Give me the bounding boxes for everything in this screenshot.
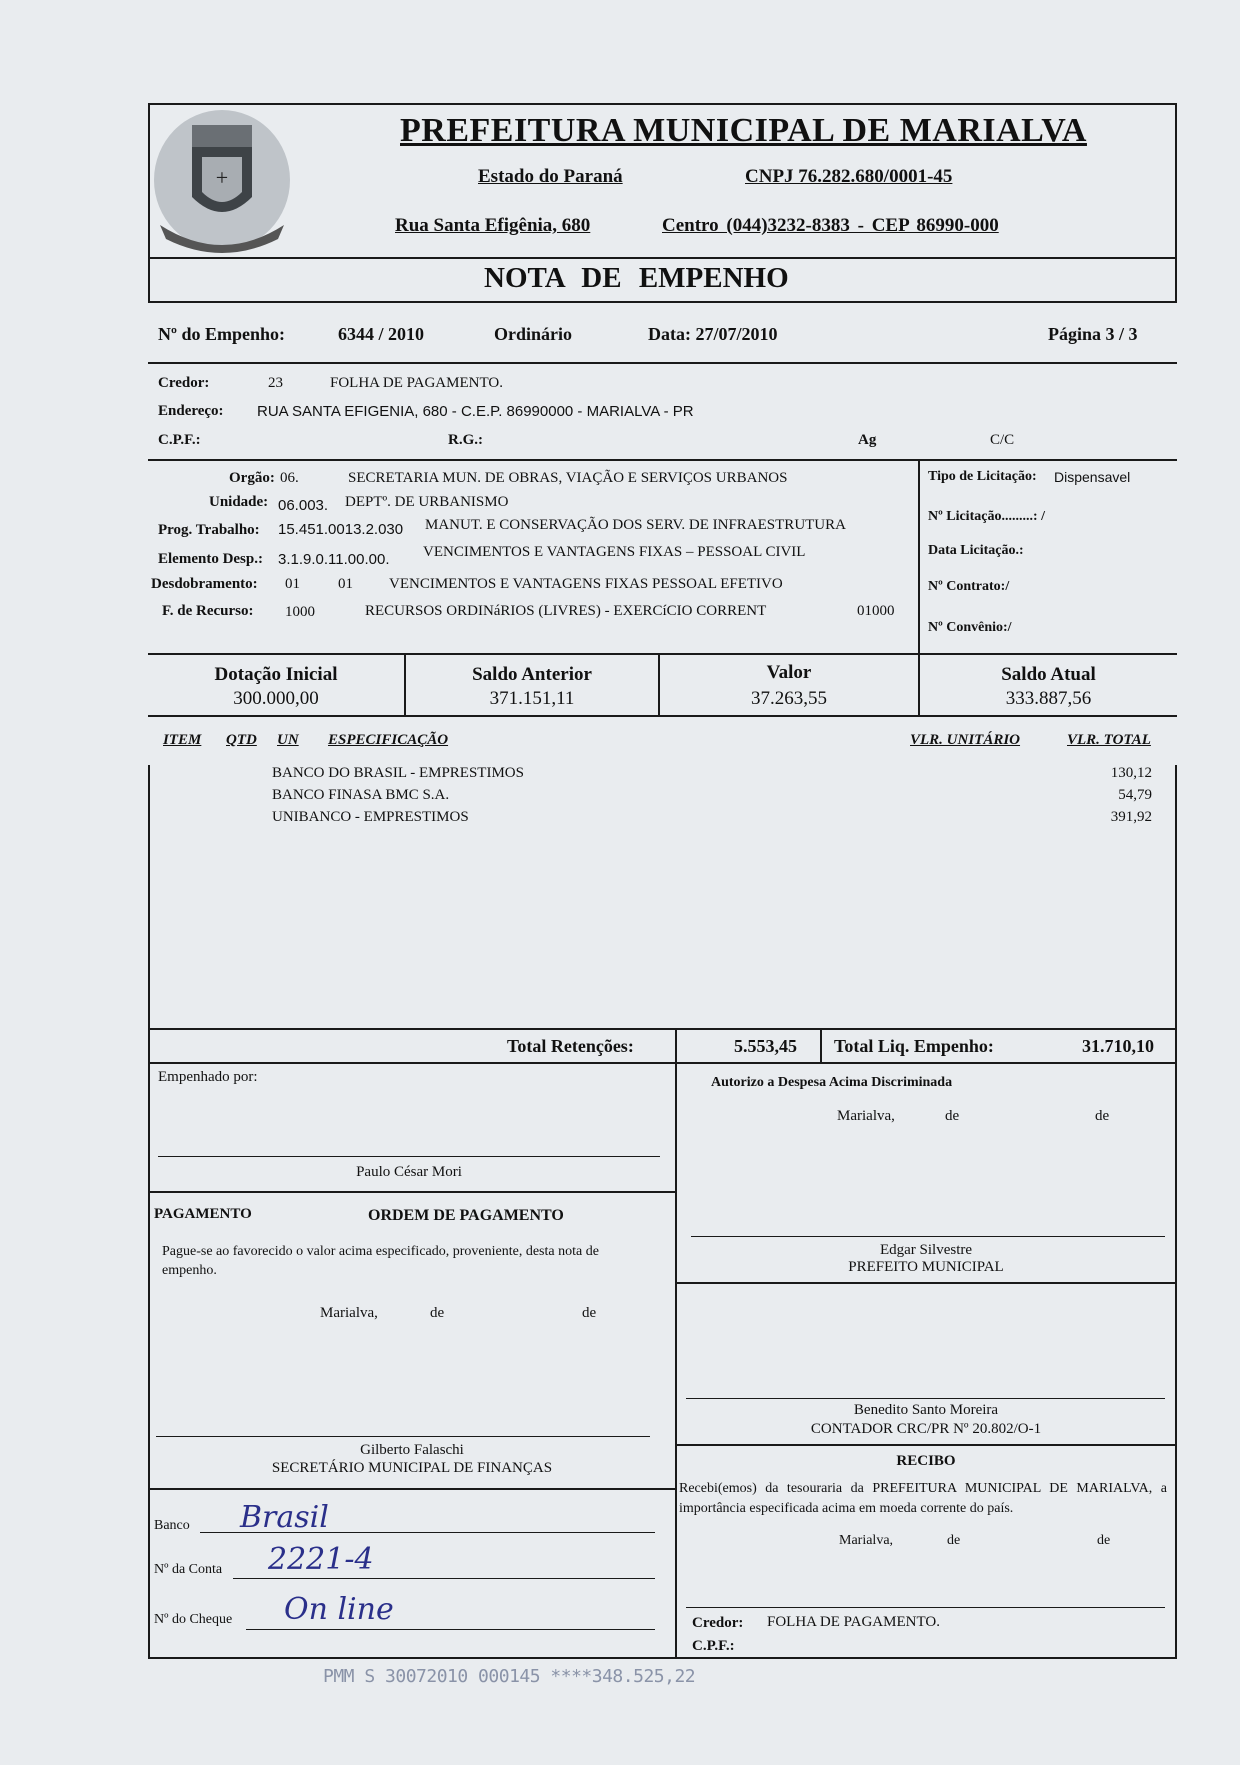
desdobramento-b: 01 (338, 576, 353, 592)
page-number: Página 3 / 3 (1048, 324, 1138, 344)
empenhado-name: Paulo César Mori (356, 1164, 462, 1180)
elemento-label: Elemento Desp.: (158, 551, 263, 567)
items-left-border (148, 765, 150, 1030)
numero-licitacao: Nº Licitação.........: / (928, 509, 1045, 524)
recurso-code: 1000 (285, 604, 315, 620)
header-state: Estado do Paraná (478, 166, 623, 187)
place-label: Marialva, (837, 1108, 895, 1124)
contador-name: Benedito Santo Moreira (853, 1402, 999, 1418)
numero-contrato: Nº Contrato:/ (928, 579, 1010, 594)
footer-stamp: PMM S 30072010 000145 ****348.525,22 (323, 1666, 696, 1687)
header-title: PREFEITURA MUNICIPAL DE MARIALVA (400, 112, 1087, 149)
cheque-line (246, 1629, 655, 1630)
ordem-pagamento-label: ORDEM DE PAGAMENTO (368, 1207, 564, 1224)
header-address: Rua Santa Efigênia, 680 (395, 215, 591, 236)
endereco: RUA SANTA EFIGENIA, 680 - C.E.P. 86990000 - MARIALVA - PR (257, 403, 694, 420)
date-de-2: de (1097, 1533, 1111, 1548)
credor-code: 23 (268, 375, 283, 391)
col-vlr-total: VLR. TOTAL (1067, 732, 1151, 748)
cheque-value: On line (284, 1592, 394, 1627)
prog: MANUT. E CONSERVAÇÃO DOS SERV. DE INFRAESTRUTURA (425, 517, 846, 533)
recibo-credor-label: Credor: (692, 1615, 744, 1631)
recurso: RECURSOS ORDINáRIOS (LIVRES) - EXERCíCIO CORRENT (365, 603, 767, 619)
signature-line (156, 1436, 650, 1437)
empenho-type: Ordinário (494, 324, 573, 344)
item-total: 391,92 (1110, 809, 1152, 825)
date-de-1: de (945, 1108, 960, 1124)
cheque-label: Nº do Cheque (154, 1612, 233, 1627)
banco-value: Brasil (240, 1500, 329, 1535)
list-item (272, 809, 1168, 833)
prefeito-role: PREFEITO MUNICIPAL (848, 1259, 1004, 1275)
divider (148, 1062, 1177, 1064)
empenhado-label: Empenhado por: (158, 1069, 258, 1085)
dotacao-value: 300.000,00 (233, 688, 319, 709)
item-description: BANCO FINASA BMC S.A. (272, 787, 450, 803)
empenho-date: Data: 27/07/2010 (648, 324, 778, 344)
vertical-divider (820, 1028, 822, 1064)
dotacao-label: Dotação Inicial (214, 664, 338, 685)
numero-convenio: Nº Convênio:/ (928, 620, 1012, 635)
pagamento-label: PAGAMENTO (154, 1206, 252, 1222)
orgao: SECRETARIA MUN. DE OBRAS, VIAÇÃO E SERVIÇOS URBANOS (348, 470, 788, 486)
orgao-code: 06. (280, 470, 299, 486)
unidade-label: Unidade: (209, 494, 269, 510)
empenho-number: 6344 / 2010 (338, 324, 425, 344)
recurso-number: 01000 (857, 603, 895, 619)
col-qtd: QTD (226, 732, 257, 748)
list-item (272, 765, 1168, 789)
prefeito-name: Edgar Silvestre (879, 1242, 973, 1258)
header-cnpj: CNPJ 76.282.680/0001-45 (745, 166, 953, 187)
divider (148, 653, 1177, 655)
recibo-title: RECIBO (896, 1453, 956, 1469)
date-de-2: de (582, 1305, 597, 1321)
unidade: DEPTº. DE URBANISMO (345, 494, 509, 510)
center-divider (675, 1028, 677, 1659)
signature-line (686, 1398, 1165, 1399)
signature-line (158, 1156, 660, 1157)
list-item (272, 787, 1168, 811)
autorizo-label: Autorizo a Despesa Acima Discriminada (711, 1075, 953, 1090)
credor-name: FOLHA DE PAGAMENTO. (330, 375, 503, 391)
prog-code: 15.451.0013.2.030 (278, 521, 404, 538)
date-de-2: de (1095, 1108, 1110, 1124)
saldo-anterior-value: 371.151,11 (489, 688, 575, 709)
total-liquido-value: 31.710,10 (1082, 1036, 1154, 1056)
col-un: UN (277, 732, 299, 748)
date-de-1: de (947, 1533, 961, 1548)
item-description: UNIBANCO - EMPRESTIMOS (272, 809, 469, 825)
data-licitacao: Data Licitação.: (928, 543, 1024, 558)
place-label: Marialva, (320, 1305, 378, 1321)
divider (676, 1444, 1177, 1446)
rg-label: R.G.: (448, 432, 483, 448)
orgao-label: Orgão: (229, 470, 275, 486)
conta-line (233, 1578, 655, 1579)
col-item: ITEM (163, 732, 202, 748)
col-especificacao: ESPECIFICAÇÃO (328, 732, 449, 748)
saldo-atual-value: 333.887,56 (1005, 688, 1092, 709)
total-liquido-label: Total Liq. Empenho: (834, 1036, 994, 1056)
banco-label: Banco (154, 1518, 190, 1533)
item-description: BANCO DO BRASIL - EMPRESTIMOS (272, 765, 524, 781)
desdobramento-label: Desdobramento: (151, 576, 258, 592)
divider (148, 715, 1177, 717)
divider (148, 1488, 676, 1490)
col-vlr-unitario: VLR. UNITÁRIO (910, 732, 1021, 748)
conta-value: 2221-4 (268, 1542, 374, 1577)
empenho-number-label: Nº do Empenho: (158, 324, 285, 344)
conta-label: Nº da Conta (154, 1562, 223, 1577)
header-phone: Centro (044)3232-8383 - CEP 86990-000 (662, 215, 999, 236)
prog-label: Prog. Trabalho: (158, 522, 260, 538)
ag-label: Ag (858, 432, 877, 448)
total-retencoes-label: Total Retenções: (507, 1036, 634, 1056)
divider (148, 1191, 676, 1193)
recibo-cpf-label: C.P.F.: (692, 1638, 735, 1654)
coat-of-arms-logo (150, 105, 295, 255)
saldo-atual-label: Saldo Atual (1001, 664, 1096, 685)
endereco-label: Endereço: (158, 403, 224, 419)
pague-text: Pague-se ao favorecido o valor acima especificado, proveniente, desta nota de empenho. (162, 1244, 599, 1278)
cpf-label: C.P.F.: (158, 432, 201, 448)
divider (148, 459, 1177, 461)
credor-label: Credor: (158, 375, 210, 391)
saldo-anterior-label: Saldo Anterior (472, 664, 592, 685)
place-label: Marialva, (839, 1533, 894, 1548)
tipo-licitacao: Dispensavel (1054, 469, 1131, 485)
total-retencoes-value: 5.553,45 (734, 1036, 797, 1056)
signature-line (686, 1607, 1165, 1608)
item-total: 130,12 (1110, 765, 1152, 781)
vertical-divider (918, 459, 920, 653)
unidade-code: 06.003. (278, 497, 329, 514)
header-divider (148, 257, 1177, 259)
secretario-role: SECRETÁRIO MUNICIPAL DE FINANÇAS (271, 1460, 553, 1476)
secretario-name: Gilberto Falaschi (360, 1442, 464, 1458)
tipo-licitacao-label: Tipo de Licitação: (928, 469, 1037, 484)
valor-label: Valor (766, 662, 812, 683)
divider (676, 1282, 1177, 1284)
recurso-label: F. de Recurso: (162, 603, 254, 619)
desdobramento-a: 01 (285, 576, 300, 592)
contador-role: CONTADOR CRC/PR Nº 20.802/O-1 (810, 1421, 1042, 1437)
elemento-code: 3.1.9.0.11.00.00. (278, 551, 390, 568)
recibo-credor: FOLHA DE PAGAMENTO. (767, 1614, 940, 1630)
date-de-1: de (430, 1305, 445, 1321)
desdobramento: VENCIMENTOS E VANTAGENS FIXAS PESSOAL EFETIVO (389, 576, 783, 592)
cc-label: C/C (990, 432, 1015, 448)
divider (148, 362, 1177, 364)
recibo-text: Recebi(emos) da tesouraria da PREFEITURA MUNICIPAL DE MARIALVA, a importância especificada acima em moeda corrente do país. (679, 1481, 1167, 1516)
items-right-border (1175, 765, 1177, 1030)
valor-value: 37.263,55 (751, 688, 827, 709)
elemento: VENCIMENTOS E VANTAGENS FIXAS – PESSOAL CIVIL (423, 544, 806, 560)
document-title: NOTA DE EMPENHO (484, 262, 789, 294)
item-total: 54,79 (1118, 787, 1152, 803)
signature-line (691, 1236, 1165, 1237)
svg-text:+: + (215, 165, 229, 190)
